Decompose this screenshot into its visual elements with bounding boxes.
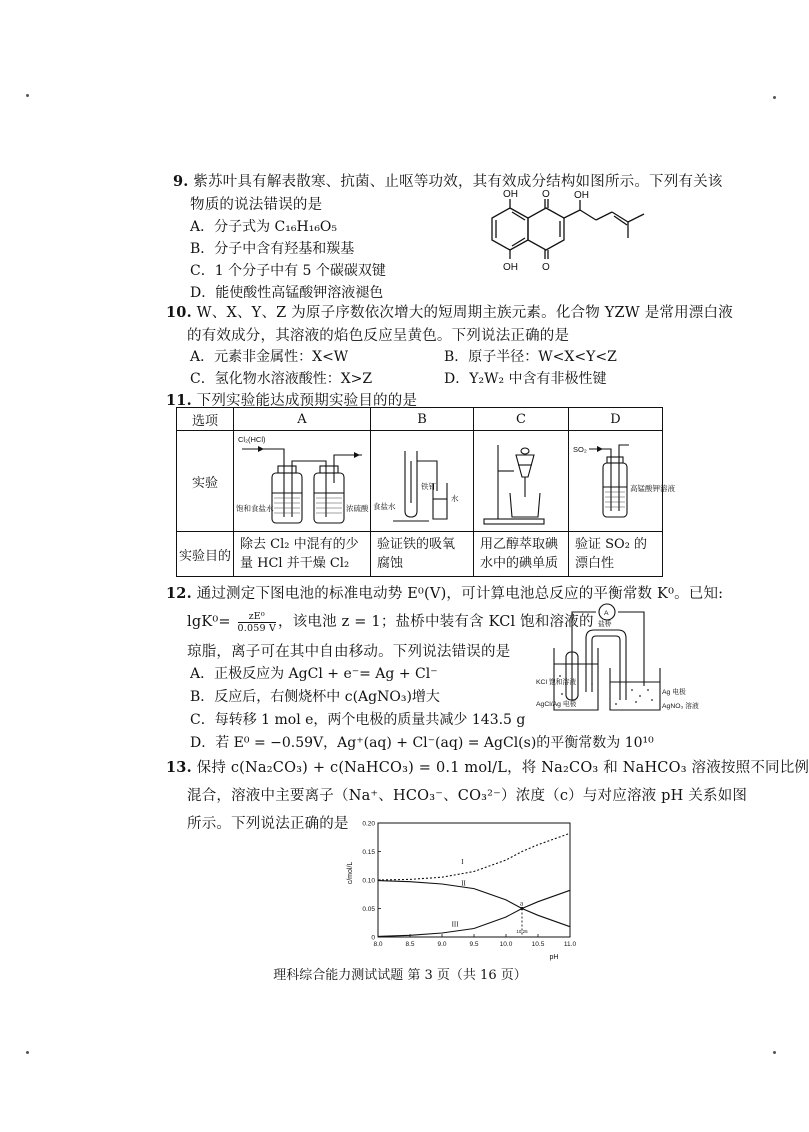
q10-option-a[interactable]: A．元素非金属性：X<W — [190, 349, 349, 365]
chart-x-axis-label: pH — [549, 954, 559, 961]
q12-formula-lhs: lgK⁰= — [187, 614, 231, 630]
q12-number: 12. — [166, 585, 192, 602]
chart-y-tick-label: 0 — [371, 934, 375, 942]
goal-a-cell — [234, 532, 371, 577]
figure-a-right-label: 浓硫酸 — [346, 504, 369, 513]
figure-b-mid-label: 铁钉 — [421, 482, 436, 491]
figure-b-iron-corrosion — [371, 431, 473, 531]
chart-series-line-2 — [378, 881, 570, 927]
q9-option-d[interactable]: D．能使酸性高锰酸钾溶液褪色 — [190, 285, 384, 301]
q9-number: 9. — [173, 173, 189, 190]
table-row — [177, 431, 663, 532]
figure-a-left-label: 饱和食盐水 — [236, 504, 274, 513]
figure-a-gas-label: Cl₂(HCl) — [238, 435, 266, 444]
q9-label-oh-bottom: OH — [503, 262, 518, 273]
chart-x-tick-label: 11.0 — [563, 941, 577, 948]
q12-option-a[interactable]: A．正极反应为 AgCl + e⁻= Ag + Cl⁻ — [190, 666, 438, 682]
q12-formula-denominator: 0.059 V — [237, 622, 277, 634]
goal-b-cell — [371, 532, 474, 577]
chart-series-label: II — [461, 879, 466, 888]
q12-kcl-label: KCl 饱和溶液 — [536, 679, 577, 686]
q12-stem-line3: 琼脂，离子可在其中自由移动。下列说法错误的是 — [187, 644, 511, 660]
table-header-option: 选项 — [177, 408, 234, 431]
goal-c-cell — [474, 532, 569, 577]
q10-option-c[interactable]: C．氢化物水溶液酸性：X>Z — [190, 371, 373, 387]
goal-d-text: 验证 SO₂ 的漂白性 — [575, 537, 648, 571]
chart-series-label: III — [451, 920, 459, 929]
q13-number: 13. — [166, 759, 192, 776]
chart-x-tick-label: 9.5 — [469, 941, 479, 948]
q12-agno3-label: AgNO₃ 溶液 — [662, 703, 699, 710]
q13-concentration-ph-chart — [338, 815, 588, 960]
q12-battery-diagram — [536, 604, 699, 724]
chart-y-tick-label: 0.20 — [362, 820, 375, 828]
q13-stem-text: 保持 c(Na₂CO₃) + c(NaHCO₃) = 0.1 mol/L，将 Na₂CO₃ 和 NaHCO₃ 溶液按照不同比例 — [196, 760, 809, 776]
q9-label-o-bottom: O — [542, 262, 550, 273]
q12-option-d[interactable]: D．若 E⁰ = −0.59V，Ag⁺(aq) + Cl⁻(aq) = AgCl(s)的平衡常数为 10¹⁰ — [190, 735, 654, 751]
q9-label-oh-chain: OH — [574, 190, 589, 201]
chart-x-tick-label: 10.0 — [499, 941, 513, 948]
q12-salt-bridge-label: 盐桥 — [598, 621, 612, 628]
goal-c-text: 用乙醇萃取碘水中的碘单质 — [480, 537, 559, 571]
figure-d-right-label: 高锰酸钾溶液 — [630, 484, 675, 493]
figure-d-cell — [569, 431, 675, 532]
table-header-d: D — [569, 408, 663, 431]
figure-b-left-label: 食盐水 — [373, 502, 396, 511]
figure-a-cell — [234, 431, 371, 532]
table-header-c: C — [474, 408, 569, 431]
chart-y-tick-label: 0.15 — [362, 849, 375, 856]
table-row — [177, 532, 663, 577]
q9-label-o-top: O — [542, 189, 550, 200]
q10-option-d[interactable]: D．Y₂W₂ 中含有非极性键 — [444, 371, 607, 387]
q13-stem-line1 — [166, 756, 809, 777]
q12-formula-fraction — [238, 611, 276, 634]
figure-a-gas-washing-bottles — [234, 431, 370, 531]
q9-label-oh-top: OH — [503, 189, 518, 200]
q11-experiment-table — [176, 407, 675, 577]
scan-mark — [773, 1051, 776, 1054]
q12-stem-line2-rest: ，该电池 z = 1；盐桥中装有含 KCl 饱和溶液的 — [278, 614, 594, 630]
q12-option-b[interactable]: B．反应后，右侧烧杯中 c(AgNO₃)增大 — [190, 689, 440, 705]
chart-x-tick-label: 9.0 — [437, 941, 447, 948]
q11-number: 11. — [166, 392, 192, 409]
chart-x-tick-label: 10.5 — [531, 941, 545, 948]
goal-a-text: 除去 Cl₂ 中混有的少量 HCl 并干燥 Cl₂ — [240, 537, 359, 571]
q12-formula-numerator: zE⁰ — [238, 611, 276, 623]
scan-mark — [773, 96, 776, 99]
table-row — [177, 408, 663, 431]
q10-stem-line2: 的有效成分，其溶液的焰色反应呈黄色。下列说法正确的是 — [187, 328, 570, 344]
chart-series-line-1 — [378, 833, 570, 880]
goal-d-cell — [569, 532, 663, 577]
figure-d-so2-bottle — [569, 431, 675, 531]
q12-stem-line1 — [166, 582, 723, 603]
q10-number: 10. — [166, 304, 192, 321]
chart-y-tick-label: 0.05 — [362, 906, 375, 913]
chart-y-axis-label: c/mol/L — [347, 861, 354, 885]
chart-marked-x-label: 10.25 — [516, 929, 528, 934]
figure-c-separatory-funnel — [474, 431, 568, 531]
q9-option-c[interactable]: C．1 个分子中有 5 个碳碳双键 — [190, 263, 386, 279]
q9-option-b[interactable]: B．分子中含有羟基和羰基 — [190, 241, 355, 257]
q10-option-b[interactable]: B．原子半径：W<X<Y<Z — [444, 349, 617, 365]
scan-mark — [26, 94, 29, 97]
chart-intersection-label: a — [520, 899, 524, 908]
chart-y-tick-label: 0.10 — [362, 877, 375, 885]
chart-x-tick-label: 8.5 — [405, 941, 415, 948]
figure-b-right-label: 水 — [451, 494, 459, 503]
table-header-b: B — [371, 408, 474, 431]
q12-formula-line — [187, 610, 594, 634]
q10-stem-text: W、X、Y、Z 为原子序数依次增大的短周期主族元素。化合物 YZW 是常用漂白液 — [196, 305, 733, 321]
table-header-a: A — [234, 408, 371, 431]
q12-stem-text: 通过测定下图电池的标准电动势 E⁰(V)，可计算电池总反应的平衡常数 K⁰。已知: — [196, 586, 724, 602]
goal-b-text: 验证铁的吸氧腐蚀 — [377, 537, 456, 571]
figure-b-cell — [371, 431, 474, 532]
q12-option-c[interactable]: C．每转移 1 mol e，两个电极的质量共减少 143.5 g — [190, 712, 526, 728]
page-footer: 理科综合能力测试试题 第 3 页（共 16 页） — [273, 968, 527, 983]
q12-ammeter-label: A — [604, 610, 609, 617]
chart-series-line-3 — [378, 890, 570, 936]
chart-x-tick-label: 8.0 — [373, 941, 383, 948]
row-label-experiment: 实验 — [177, 431, 234, 532]
q10-stem-line1 — [166, 301, 733, 322]
q9-molecule-structure — [488, 188, 673, 280]
q13-stem-line3: 所示。下列说法正确的是 — [187, 816, 349, 832]
q12-agcl-label: AgCl/Ag 电极 — [536, 701, 577, 708]
q13-stem-line2: 混合，溶液中主要离子（Na⁺、HCO₃⁻、CO₃²⁻）浓度（c）与对应溶液 pH 关系如图 — [187, 788, 748, 804]
q12-ag-rod-label: Ag 电极 — [662, 689, 686, 696]
q9-option-a[interactable]: A．分子式为 C₁₆H₁₆O₅ — [190, 219, 338, 235]
q9-stem-text: 紫苏叶具有解表散寒、抗菌、止呕等功效，其有效成分结构如图所示。下列有关该 — [193, 174, 723, 190]
q9-stem-line2: 物质的说法错误的是 — [190, 197, 323, 213]
figure-d-gas-label: SO₂ — [573, 445, 587, 454]
figure-c-cell — [474, 431, 569, 532]
chart-series-label: I — [461, 858, 464, 867]
q11-stem-text: 下列实验能达成预期实验目的的是 — [196, 393, 418, 409]
row-label-goal: 实验目的 — [177, 532, 234, 577]
scan-mark — [26, 1051, 29, 1054]
